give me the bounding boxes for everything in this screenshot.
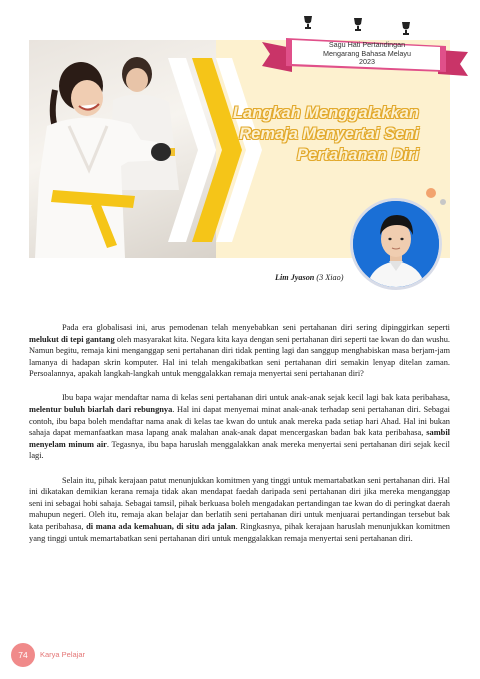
text-run: . Tegasnya, ibu bapa haruslah menggalakkan anak mereka menyertai seni pertahanan diri sejak kecil lagi. xyxy=(29,439,450,461)
text-run: oleh masyarakat kita. Negara kita kaya dengan seni pertahanan diri seperti tae kwan do dan wushu. Namun begitu, remaja kini menganggap seni pertahanan diri tidak penting lagi dan sanggup menghabiskan masa berjam-jam lamanya di hadapan skrin komputer. Hal ini telah mengakibatkan seni pertahanan diri semakin lenyap ditelan zaman. Persoalannya, apakah langkah-langkah untuk menggalakkan remaja menyertai seni pertahanan diri? xyxy=(29,334,450,379)
idiom-bold: di mana ada kemahuan, di situ ada jalan xyxy=(86,521,236,531)
publication-name: Karya Pelajar xyxy=(40,650,86,659)
author-name: Lim Jyason xyxy=(275,273,315,282)
text-run: . Hal ini dapat menyemai minat anak-anak terhadap seni pertahanan diri. Sebagai contoh, ibu bapa boleh mendaftar nama anak di kelas tae kwan do untuk anak mereka pada setiap hari Ahad. Hal ini bukan sahaja dapat memanfaatkan masa lapang anak malahan anak-anak dapat mencergaskan badan bak kata peribahasa, xyxy=(29,405,450,438)
idiom-bold: sambil menyelam minum air xyxy=(29,428,450,449)
ribbon-text xyxy=(292,41,442,67)
paragraph xyxy=(29,322,450,380)
paragraph xyxy=(29,475,450,545)
idiom-bold: melentur buluh biarlah dari rebungnya xyxy=(29,405,173,415)
trophy-icon xyxy=(302,16,314,30)
text-run: Selain itu, pihak kerajaan patut menunjukkan komitmen yang tinggi untuk memartabatkan seni pertahanan diri. Hal ini dikatakan demikian kerana remaja tidak akan mendapat faedah daripada seni pertahanan diri jika mereka menganggap seni ini sebagai hobi sahaja. Sebagai tamsil, pihak berkuasa boleh mengadakan pertandingan tae kwan do di peringkat daerah mahupun negeri. Oleh itu, remaja akan belajar dan berlatih seni pertahanan diri untuk menjuarai pertandingan tersebut bak kata peribahasa, xyxy=(29,475,450,531)
ribbon-line: Mengarang Bahasa Melayu xyxy=(323,48,411,58)
text-run: Ibu bapa wajar mendaftar nama di kelas seni pertahanan diri untuk anak-anak sejak kecil lagi bak kata peribahasa, xyxy=(62,393,450,403)
author-avatar xyxy=(350,198,442,290)
author-class: (3 Xiao) xyxy=(316,273,344,282)
title-line: Remaja Menyertai Seni xyxy=(239,125,419,143)
trophy-icon xyxy=(352,18,364,32)
article-title xyxy=(189,103,419,166)
decorative-dot xyxy=(426,188,436,198)
paragraph xyxy=(29,392,450,462)
decorative-dot xyxy=(440,199,446,205)
page-number: 74 xyxy=(11,643,35,667)
trophy-icon xyxy=(400,22,412,36)
ribbon-line: Sagu Hati Pertandingan xyxy=(328,40,406,49)
title-line: Pertahanan Diri xyxy=(297,146,419,164)
idiom-bold: melukut di tepi gantang xyxy=(29,334,115,344)
author-credit xyxy=(275,273,343,282)
text-run: . Ringkasnya, pihak kerajaan haruslah menunjukkan komitmen yang tinggi untuk memartabatkan seni pertahanan diri untuk menggalakkan remaja menyertai seni pertahanan diri. xyxy=(29,521,450,543)
ribbon-line: 2023 xyxy=(359,57,375,67)
title-line: Langkah Menggalakkan xyxy=(232,104,419,122)
article-body xyxy=(29,322,450,557)
text-run: Pada era globalisasi ini, arus pemodenan telah menyebabkan seni pertahanan diri sering dipinggirkan seperti xyxy=(62,323,450,332)
